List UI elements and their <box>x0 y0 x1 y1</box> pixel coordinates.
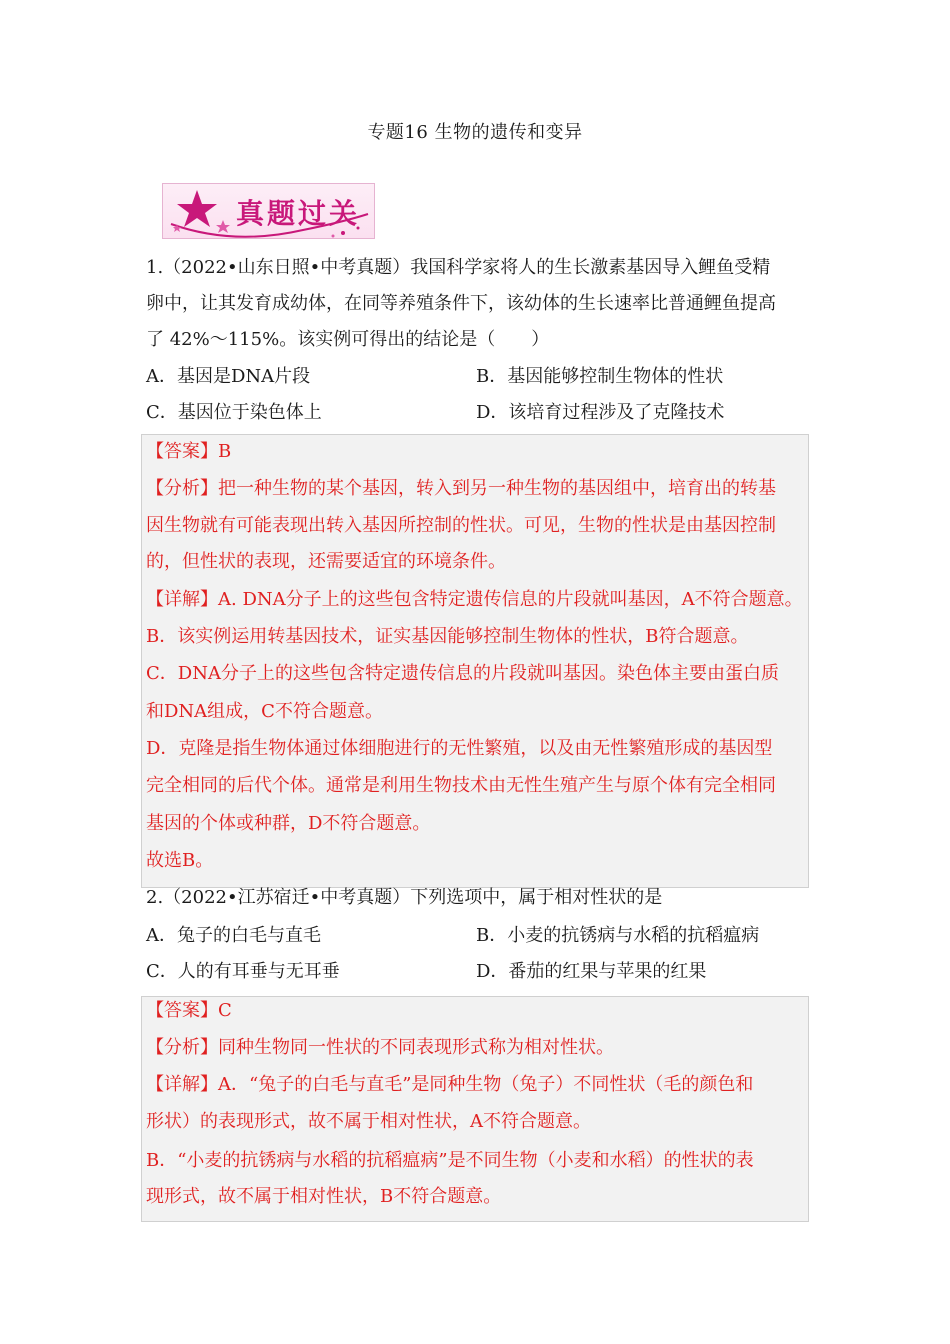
q1-detail-line: B．该实例运用转基因技术，证实基因能够控制生物体的性状，B符合题意。 <box>146 626 749 647</box>
q1-stem-line: 卵中，让其发育成幼体，在同等养殖条件下，该幼体的生长速率比普通鲤鱼提高 <box>146 293 776 314</box>
q1-option-b: B．基因能够控制生物体的性状 <box>476 366 724 387</box>
q1-detail-line: 【详解】A. DNA分子上的这些包含特定遗传信息的片段就叫基因，A不符合题意。 <box>146 589 803 610</box>
q1-option-c: C．基因位于染色体上 <box>146 402 322 423</box>
q1-answer-label: 【答案】B <box>146 441 232 462</box>
q2-analysis-line: 【分析】同种生物同一性状的不同表现形式称为相对性状。 <box>146 1037 614 1058</box>
q1-detail-line: 和DNA组成，C不符合题意。 <box>146 701 383 722</box>
banner-text: 真题过关 <box>236 197 361 230</box>
q2-detail-line: 【详解】A．“兔子的白毛与直毛”是同种生物（兔子）不同性状（毛的颜色和 <box>146 1074 754 1095</box>
q1-conclusion: 故选B。 <box>146 850 214 871</box>
q2-answer-label: 【答案】C <box>146 1000 232 1021</box>
q2-stem-line: 2.（2022•江苏宿迁•中考真题）下列选项中，属于相对性状的是 <box>146 887 663 908</box>
q2-detail-line: 现形式，故不属于相对性状，B不符合题意。 <box>146 1186 502 1207</box>
q2-option-b: B．小麦的抗锈病与水稻的抗稻瘟病 <box>476 925 760 946</box>
q1-option-a: A．基因是DNA片段 <box>146 366 311 387</box>
q2-option-d: D．番茄的红果与苹果的红果 <box>476 961 707 982</box>
q1-option-d: D．该培育过程涉及了克隆技术 <box>476 402 725 423</box>
section-banner <box>162 183 375 239</box>
q1-stem-line: 了 42%～115%。该实例可得出的结论是（ ） <box>146 329 550 350</box>
q1-stem-line: 1.（2022•山东日照•中考真题）我国科学家将人的生长激素基因导入鲤鱼受精 <box>146 257 771 278</box>
q1-detail-line: 基因的个体或种群，D不符合题意。 <box>146 813 431 834</box>
q2-option-a: A．兔子的白毛与直毛 <box>146 925 321 946</box>
q1-detail-line: D．克隆是指生物体通过体细胞进行的无性繁殖，以及由无性繁殖形成的基因型 <box>146 738 773 759</box>
q1-detail-line: 完全相同的后代个体。通常是利用生物技术由无性生殖产生与原个体有完全相同 <box>146 775 776 796</box>
q1-detail-line: C．DNA分子上的这些包含特定遗传信息的片段就叫基因。染色体主要由蛋白质 <box>146 663 779 684</box>
q2-detail-line: B．“小麦的抗锈病与水稻的抗稻瘟病”是不同生物（小麦和水稻）的性状的表 <box>146 1150 754 1171</box>
q1-analysis-line: 的，但性状的表现，还需要适宜的环境条件。 <box>146 551 506 572</box>
q2-detail-line: 形状）的表现形式，故不属于相对性状，A不符合题意。 <box>146 1111 591 1132</box>
page-title: 专题16 生物的遗传和变异 <box>367 122 583 143</box>
q1-analysis-line: 因生物就有可能表现出转入基因所控制的性状。可见，生物的性状是由基因控制 <box>146 515 776 536</box>
q1-analysis-line: 【分析】把一种生物的某个基因，转入到另一种生物的基因组中，培育出的转基 <box>146 478 776 499</box>
q2-option-c: C．人的有耳垂与无耳垂 <box>146 961 340 982</box>
